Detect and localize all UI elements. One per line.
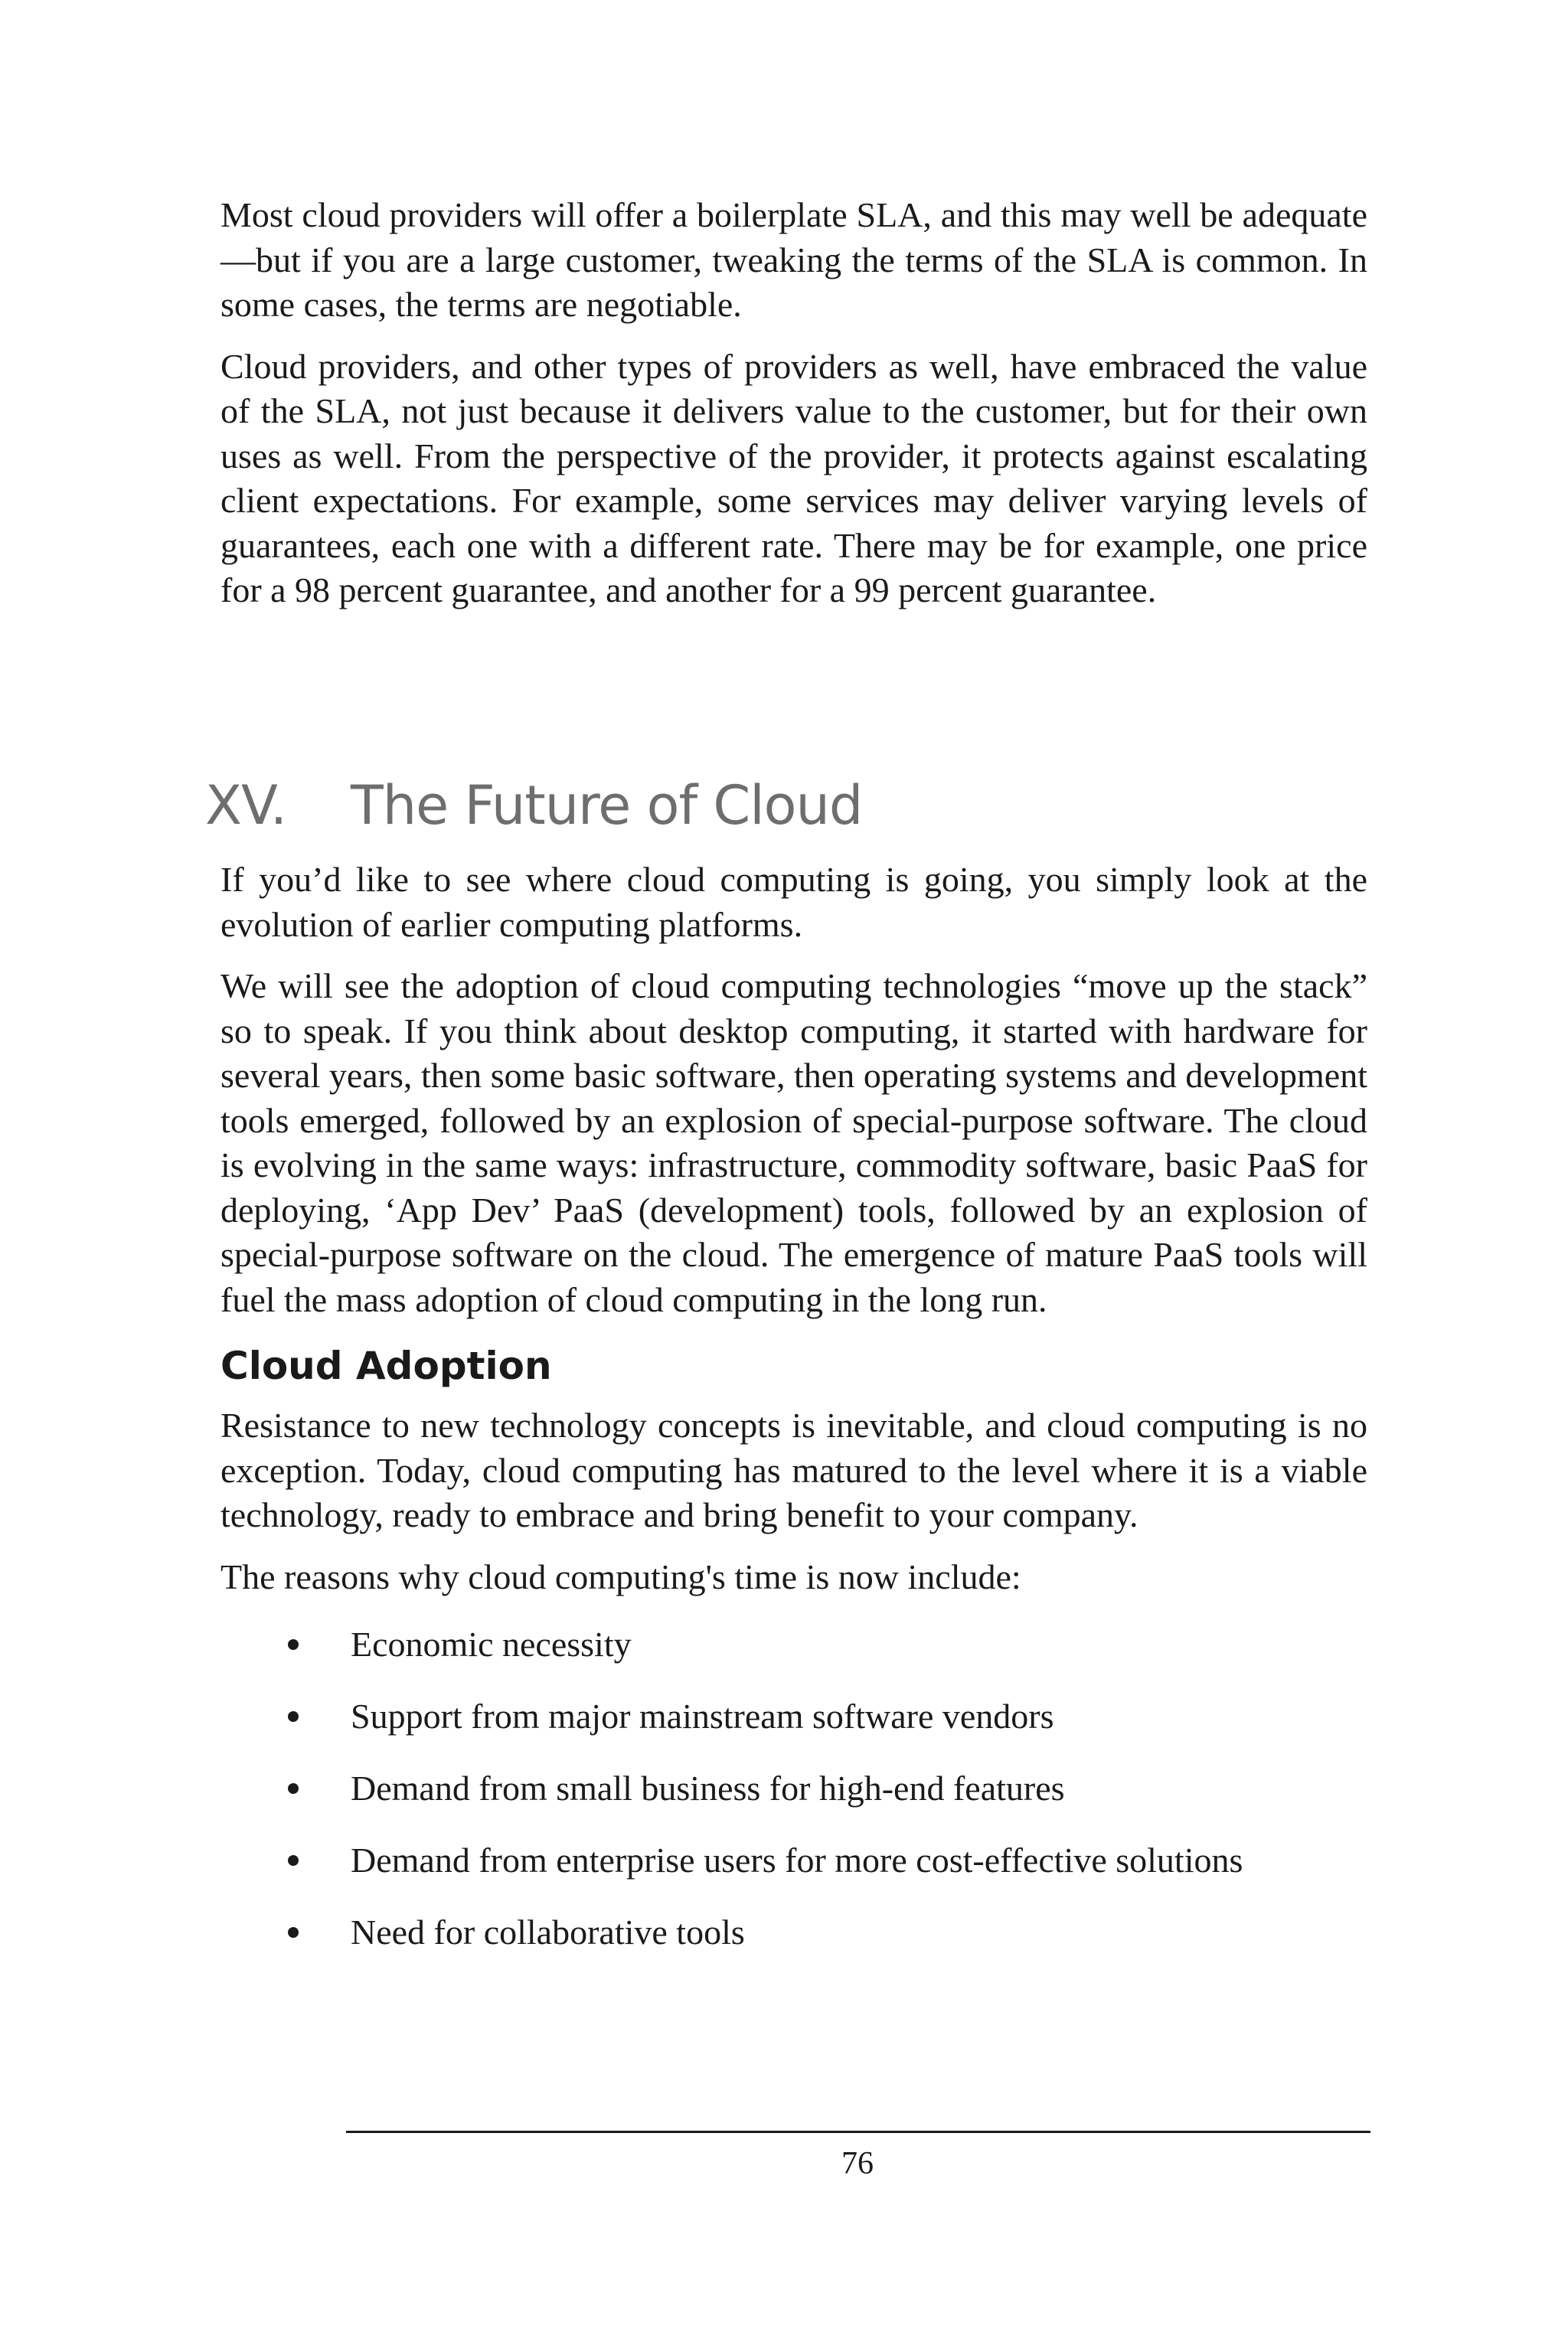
subheading-cloud-adoption: Cloud Adoption	[220, 1344, 552, 1388]
paragraph-sla-value: Cloud providers, and other types of providers as well, have embraced the value of the SLA, not just because it delivers value to the customer, but for their own uses as well. From the perspective of the provider, it protects against escalating client expectations. For example, some services may deliver varying levels of guarantees, each one with a different rate. There may be for example, one price for a 98 percent guarantee, and another for a 99 percent guarantee.	[220, 346, 1367, 609]
bullet-icon	[288, 1639, 299, 1650]
chapter-heading	[205, 769, 1369, 842]
footer-divider	[346, 2131, 1370, 2133]
paragraph-sla-boilerplate: Most cloud providers will offer a boilerplate SLA, and this may well be adequate—but if you are a large customer, tweaking the terms of the SLA is common. In some cases, the terms are negotiable.	[220, 195, 1367, 324]
chapter-title: The Future of Cloud	[351, 774, 863, 837]
top-text-block	[220, 193, 1367, 630]
list-item: Demand from enterprise users for more cost-effective solutions	[220, 1838, 1367, 1883]
bullet-icon	[288, 1711, 299, 1722]
list-item: Demand from small business for high-end features	[220, 1766, 1367, 1811]
list-item: Support from major mainstream software vendors	[220, 1694, 1367, 1739]
bullet-icon	[288, 1783, 299, 1794]
chapter-text-block	[220, 858, 1367, 1982]
list-item: Economic necessity	[220, 1622, 1367, 1667]
bullet-icon	[288, 1855, 299, 1866]
bullet-icon	[288, 1927, 299, 1938]
paragraph-future-intro: If you’d like to see where cloud computing is going, you simply look at the evolution of earlier computing platforms.	[220, 860, 1367, 944]
paragraph-reasons-intro: The reasons why cloud computing's time is now include:	[220, 1557, 1021, 1596]
reasons-list	[220, 1622, 1367, 1955]
list-item: Need for collaborative tools	[220, 1910, 1367, 1955]
chapter-number: XV.	[205, 774, 287, 837]
paragraph-resistance: Resistance to new technology concepts is inevitable, and cloud computing is no exception. Today, cloud computing has matured to the level where it is a viable technology, ready to embrace and bring benefit to your company.	[220, 1406, 1367, 1534]
paragraph-move-up-stack: We will see the adoption of cloud computing technologies “move up the stack” so to speak. If you think about desktop computing, it started with hardware for several years, then some basic software, then operating systems and development tools emerged, followed by an explosion of special-purpose software. The cloud is evolving in the same ways: infrastructure, commodity software, basic PaaS for deploying, ‘App Dev’ PaaS (development) tools, followed by an explosion of special-purpose software on the cloud. The emergence of mature PaaS tools will fuel the mass adoption of cloud computing in the long run.	[220, 966, 1367, 1319]
page-number: 76	[841, 2146, 874, 2181]
